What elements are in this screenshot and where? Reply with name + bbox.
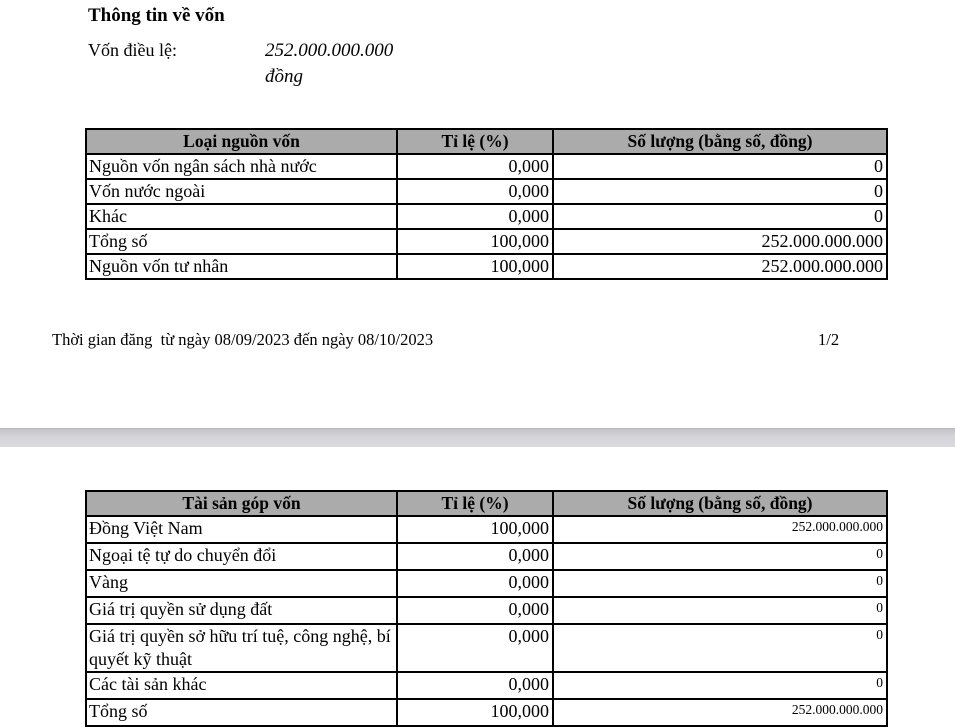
cell-ratio: 100,000 <box>397 229 553 254</box>
table-row <box>86 516 887 543</box>
cell-amount: 0 <box>553 154 887 179</box>
cell-amount: 252.000.000.000 <box>553 699 887 726</box>
cell-ratio: 100,000 <box>397 699 553 726</box>
table-row <box>86 543 887 570</box>
cell-ratio: 0,000 <box>397 570 553 597</box>
cell-source-type: Khác <box>86 204 397 229</box>
cell-ratio: 0,000 <box>397 672 553 699</box>
column-header-amount: Số lượng (bằng số, đồng) <box>553 129 887 154</box>
cell-ratio: 0,000 <box>397 204 553 229</box>
table-row <box>86 254 887 279</box>
page-number: 1/2 <box>818 330 840 349</box>
cell-source-type: Vốn nước ngoài <box>86 179 397 204</box>
table-header-row <box>86 491 887 516</box>
charter-capital-label: Vốn điều lệ: <box>88 40 177 60</box>
table-header-row <box>86 129 887 154</box>
document-page-2 <box>0 447 955 720</box>
cell-ratio: 0,000 <box>397 543 553 570</box>
cell-asset-type: Vàng <box>86 570 397 597</box>
table-row <box>86 154 887 179</box>
table-row <box>86 179 887 204</box>
cell-ratio: 100,000 <box>397 254 553 279</box>
cell-amount: 252.000.000.000 <box>553 229 887 254</box>
cell-asset-type: Giá trị quyền sở hữu trí tuệ, công nghệ, bí quyết kỹ thuật <box>86 624 397 672</box>
page-separator <box>0 428 955 448</box>
table-row <box>86 699 887 726</box>
cell-amount: 0 <box>553 624 887 672</box>
table-row <box>86 672 887 699</box>
cell-source-type: Nguồn vốn tư nhân <box>86 254 397 279</box>
cell-ratio: 100,000 <box>397 516 553 543</box>
cell-amount: 0 <box>553 672 887 699</box>
cell-amount: 0 <box>553 597 887 624</box>
cell-source-type: Nguồn vốn ngân sách nhà nước <box>86 154 397 179</box>
table-row <box>86 570 887 597</box>
column-header-asset-type: Tài sản góp vốn <box>86 491 397 516</box>
cell-ratio: 0,000 <box>397 597 553 624</box>
posting-period-text: Thời gian đăng từ ngày 08/09/2023 đến ngày 08/10/2023 <box>52 330 434 349</box>
cell-amount: 0 <box>553 543 887 570</box>
table-row <box>86 229 887 254</box>
charter-capital-unit: đồng <box>265 66 303 87</box>
cell-ratio: 0,000 <box>397 624 553 672</box>
charter-capital-value: 252.000.000.000 <box>265 40 394 61</box>
column-header-amount: Số lượng (bằng số, đồng) <box>553 491 887 516</box>
table-row <box>86 204 887 229</box>
column-header-ratio: Tỉ lệ (%) <box>397 129 553 154</box>
contributed-assets-table <box>85 490 888 727</box>
cell-asset-type: Các tài sản khác <box>86 672 397 699</box>
cell-ratio: 0,000 <box>397 154 553 179</box>
cell-ratio: 0,000 <box>397 179 553 204</box>
cell-asset-type: Giá trị quyền sử dụng đất <box>86 597 397 624</box>
cell-asset-type: Đồng Việt Nam <box>86 516 397 543</box>
table-row <box>86 597 887 624</box>
cell-asset-type: Ngoại tệ tự do chuyển đổi <box>86 543 397 570</box>
column-header-source-type: Loại nguồn vốn <box>86 129 397 154</box>
cell-asset-type: Tổng số <box>86 699 397 726</box>
cell-amount: 0 <box>553 204 887 229</box>
capital-sources-table <box>85 128 888 280</box>
table-row <box>86 624 887 672</box>
cell-amount: 252.000.000.000 <box>553 516 887 543</box>
cell-amount: 0 <box>553 179 887 204</box>
page-title: Thông tin về vốn <box>88 5 225 26</box>
cell-source-type: Tổng số <box>86 229 397 254</box>
column-header-ratio: Tỉ lệ (%) <box>397 491 553 516</box>
cell-amount: 0 <box>553 570 887 597</box>
cell-amount: 252.000.000.000 <box>553 254 887 279</box>
